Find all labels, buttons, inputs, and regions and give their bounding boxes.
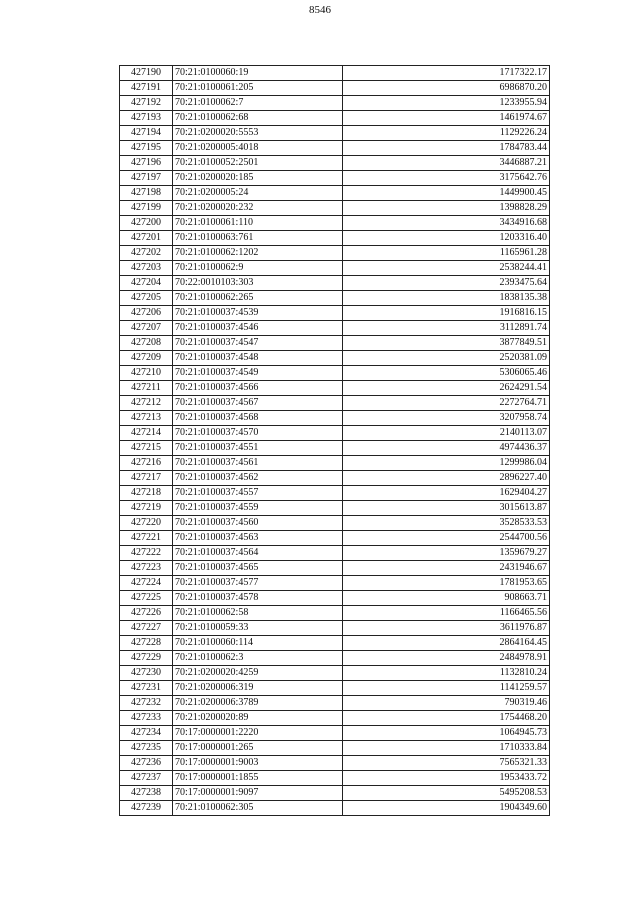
cadastral-number-cell: 70:17:0000001:265 [173, 741, 343, 756]
cadastral-value-cell: 1710333.84 [343, 741, 550, 756]
cadastral-value-cell: 1166465.56 [343, 606, 550, 621]
cadastral-number-cell: 70:21:0100037:4564 [173, 546, 343, 561]
table-row [120, 381, 550, 396]
cadastral-value-cell: 2393475.64 [343, 276, 550, 291]
cadastral-value-cell: 2520381.09 [343, 351, 550, 366]
cadastral-value-cell: 1129226.24 [343, 126, 550, 141]
cadastral-number-cell: 70:21:0100037:4570 [173, 426, 343, 441]
row-number-cell: 427220 [120, 516, 173, 531]
cadastral-value-cell: 908663.71 [343, 591, 550, 606]
cadastral-number-cell: 70:17:0000001:9097 [173, 786, 343, 801]
cadastral-number-cell: 70:21:0100059:33 [173, 621, 343, 636]
row-number-cell: 427224 [120, 576, 173, 591]
row-number-cell: 427232 [120, 696, 173, 711]
table-row [120, 501, 550, 516]
table-row [120, 711, 550, 726]
cadastral-value-cell: 3528533.53 [343, 516, 550, 531]
table-row [120, 546, 550, 561]
table-row [120, 351, 550, 366]
table-row [120, 141, 550, 156]
cadastral-value-cell: 1904349.60 [343, 801, 550, 816]
cadastral-number-cell: 70:21:0100062:7 [173, 96, 343, 111]
table-row [120, 456, 550, 471]
row-number-cell: 427219 [120, 501, 173, 516]
cadastral-value-cell: 3175642.76 [343, 171, 550, 186]
row-number-cell: 427225 [120, 591, 173, 606]
cadastral-value-cell: 1132810.24 [343, 666, 550, 681]
cadastral-number-cell: 70:17:0000001:9003 [173, 756, 343, 771]
cadastral-number-cell: 70:21:0100052:2501 [173, 156, 343, 171]
table-row [120, 126, 550, 141]
row-number-cell: 427193 [120, 111, 173, 126]
row-number-cell: 427205 [120, 291, 173, 306]
row-number-cell: 427201 [120, 231, 173, 246]
table-row [120, 666, 550, 681]
row-number-cell: 427207 [120, 321, 173, 336]
table-row [120, 66, 550, 81]
cadastral-value-cell: 1629404.27 [343, 486, 550, 501]
row-number-cell: 427236 [120, 756, 173, 771]
table-row [120, 291, 550, 306]
cadastral-number-cell: 70:21:0100037:4549 [173, 366, 343, 381]
cadastral-number-cell: 70:21:0200020:185 [173, 171, 343, 186]
row-number-cell: 427211 [120, 381, 173, 396]
row-number-cell: 427202 [120, 246, 173, 261]
row-number-cell: 427210 [120, 366, 173, 381]
row-number-cell: 427235 [120, 741, 173, 756]
cadastral-value-cell: 3611976.87 [343, 621, 550, 636]
cadastral-number-cell: 70:21:0100037:4551 [173, 441, 343, 456]
row-number-cell: 427200 [120, 216, 173, 231]
cadastral-value-cell: 790319.46 [343, 696, 550, 711]
table-row [120, 231, 550, 246]
row-number-cell: 427216 [120, 456, 173, 471]
table-row [120, 471, 550, 486]
table-row [120, 771, 550, 786]
cadastral-value-cell: 2864164.45 [343, 636, 550, 651]
row-number-cell: 427229 [120, 651, 173, 666]
cadastral-number-cell: 70:21:0100037:4562 [173, 471, 343, 486]
cadastral-value-cell: 1141259.57 [343, 681, 550, 696]
cadastral-value-cell: 3434916.68 [343, 216, 550, 231]
row-number-cell: 427204 [120, 276, 173, 291]
cadastral-number-cell: 70:21:0100063:761 [173, 231, 343, 246]
table-row [120, 336, 550, 351]
cadastral-number-cell: 70:21:0100062:68 [173, 111, 343, 126]
table-row [120, 696, 550, 711]
row-number-cell: 427214 [120, 426, 173, 441]
cadastral-number-cell: 70:21:0100062:3 [173, 651, 343, 666]
cadastral-number-cell: 70:21:0100037:4578 [173, 591, 343, 606]
cadastral-number-cell: 70:21:0100037:4559 [173, 501, 343, 516]
cadastral-value-cell: 6986870.20 [343, 81, 550, 96]
cadastral-value-cell: 1233955.94 [343, 96, 550, 111]
row-number-cell: 427208 [120, 336, 173, 351]
row-number-cell: 427227 [120, 621, 173, 636]
row-number-cell: 427212 [120, 396, 173, 411]
cadastral-value-cell: 1781953.65 [343, 576, 550, 591]
row-number-cell: 427195 [120, 141, 173, 156]
table-row [120, 366, 550, 381]
table-row [120, 741, 550, 756]
cadastral-value-cell: 1203316.40 [343, 231, 550, 246]
row-number-cell: 427198 [120, 186, 173, 201]
cadastral-number-cell: 70:21:0100037:4565 [173, 561, 343, 576]
cadastral-number-cell: 70:21:0200020:5553 [173, 126, 343, 141]
cadastral-value-cell: 3446887.21 [343, 156, 550, 171]
cadastral-number-cell: 70:21:0100062:58 [173, 606, 343, 621]
row-number-cell: 427203 [120, 261, 173, 276]
row-number-cell: 427238 [120, 786, 173, 801]
cadastral-number-cell: 70:21:0200006:319 [173, 681, 343, 696]
cadastral-value-cell: 1165961.28 [343, 246, 550, 261]
table-row [120, 81, 550, 96]
table-row [120, 681, 550, 696]
table-row [120, 96, 550, 111]
table-row [120, 306, 550, 321]
cadastral-number-cell: 70:21:0100037:4577 [173, 576, 343, 591]
cadastral-value-cell: 4974436.37 [343, 441, 550, 456]
table-row [120, 726, 550, 741]
row-number-cell: 427213 [120, 411, 173, 426]
table-row [120, 411, 550, 426]
cadastral-number-cell: 70:21:0100060:114 [173, 636, 343, 651]
table-row [120, 186, 550, 201]
row-number-cell: 427218 [120, 486, 173, 501]
row-number-cell: 427209 [120, 351, 173, 366]
page-number: 8546 [309, 4, 331, 16]
cadastral-number-cell: 70:21:0200020:232 [173, 201, 343, 216]
cadastral-value-cell: 1299986.04 [343, 456, 550, 471]
cadastral-number-cell: 70:21:0100062:1202 [173, 246, 343, 261]
row-number-cell: 427237 [120, 771, 173, 786]
row-number-cell: 427234 [120, 726, 173, 741]
table-row [120, 636, 550, 651]
cadastral-number-cell: 70:21:0100037:4548 [173, 351, 343, 366]
table-row [120, 441, 550, 456]
table-row [120, 606, 550, 621]
row-number-cell: 427190 [120, 66, 173, 81]
cadastral-number-cell: 70:21:0200005:24 [173, 186, 343, 201]
table-row [120, 156, 550, 171]
registry-table [119, 65, 550, 816]
cadastral-number-cell: 70:21:0200006:3789 [173, 696, 343, 711]
cadastral-number-cell: 70:21:0100037:4557 [173, 486, 343, 501]
cadastral-number-cell: 70:21:0100062:305 [173, 801, 343, 816]
row-number-cell: 427192 [120, 96, 173, 111]
row-number-cell: 427228 [120, 636, 173, 651]
cadastral-number-cell: 70:21:0200005:4018 [173, 141, 343, 156]
row-number-cell: 427191 [120, 81, 173, 96]
row-number-cell: 427231 [120, 681, 173, 696]
cadastral-value-cell: 1717322.17 [343, 66, 550, 81]
cadastral-value-cell: 2431946.67 [343, 561, 550, 576]
table-row [120, 321, 550, 336]
table-row [120, 396, 550, 411]
cadastral-value-cell: 1359679.27 [343, 546, 550, 561]
cadastral-number-cell: 70:21:0100061:110 [173, 216, 343, 231]
row-number-cell: 427196 [120, 156, 173, 171]
cadastral-value-cell: 2140113.07 [343, 426, 550, 441]
row-number-cell: 427221 [120, 531, 173, 546]
table-row [120, 801, 550, 816]
table-row [120, 756, 550, 771]
row-number-cell: 427199 [120, 201, 173, 216]
cadastral-value-cell: 5495208.53 [343, 786, 550, 801]
cadastral-value-cell: 2624291.54 [343, 381, 550, 396]
row-number-cell: 427194 [120, 126, 173, 141]
row-number-cell: 427239 [120, 801, 173, 816]
table-row [120, 246, 550, 261]
cadastral-value-cell: 1754468.20 [343, 711, 550, 726]
table-row [120, 591, 550, 606]
table-row [120, 516, 550, 531]
cadastral-number-cell: 70:21:0100062:9 [173, 261, 343, 276]
cadastral-value-cell: 2484978.91 [343, 651, 550, 666]
cadastral-number-cell: 70:21:0100037:4560 [173, 516, 343, 531]
cadastral-value-cell: 1449900.45 [343, 186, 550, 201]
cadastral-number-cell: 70:21:0100037:4568 [173, 411, 343, 426]
table-row [120, 201, 550, 216]
row-number-cell: 427233 [120, 711, 173, 726]
registry-table-body [120, 66, 550, 816]
row-number-cell: 427215 [120, 441, 173, 456]
table-row [120, 261, 550, 276]
cadastral-number-cell: 70:21:0100037:4539 [173, 306, 343, 321]
cadastral-value-cell: 1064945.73 [343, 726, 550, 741]
cadastral-number-cell: 70:21:0100061:205 [173, 81, 343, 96]
row-number-cell: 427206 [120, 306, 173, 321]
row-number-cell: 427222 [120, 546, 173, 561]
cadastral-number-cell: 70:21:0100062:265 [173, 291, 343, 306]
cadastral-value-cell: 1838135.38 [343, 291, 550, 306]
row-number-cell: 427223 [120, 561, 173, 576]
cadastral-number-cell: 70:21:0100037:4547 [173, 336, 343, 351]
cadastral-value-cell: 1916816.15 [343, 306, 550, 321]
table-row [120, 531, 550, 546]
cadastral-value-cell: 2896227.40 [343, 471, 550, 486]
table-row [120, 561, 550, 576]
cadastral-number-cell: 70:17:0000001:1855 [173, 771, 343, 786]
table-row [120, 486, 550, 501]
cadastral-number-cell: 70:21:0100037:4563 [173, 531, 343, 546]
table-row [120, 216, 550, 231]
cadastral-value-cell: 1784783.44 [343, 141, 550, 156]
cadastral-value-cell: 3015613.87 [343, 501, 550, 516]
table-row [120, 426, 550, 441]
row-number-cell: 427226 [120, 606, 173, 621]
cadastral-value-cell: 2538244.41 [343, 261, 550, 276]
row-number-cell: 427197 [120, 171, 173, 186]
table-row [120, 621, 550, 636]
table-row [120, 171, 550, 186]
cadastral-value-cell: 3207958.74 [343, 411, 550, 426]
cadastral-number-cell: 70:21:0100037:4567 [173, 396, 343, 411]
cadastral-number-cell: 70:21:0200020:4259 [173, 666, 343, 681]
cadastral-number-cell: 70:21:0100037:4566 [173, 381, 343, 396]
cadastral-value-cell: 1461974.67 [343, 111, 550, 126]
cadastral-value-cell: 3112891.74 [343, 321, 550, 336]
cadastral-value-cell: 7565321.33 [343, 756, 550, 771]
table-row [120, 576, 550, 591]
cadastral-number-cell: 70:21:0100060:19 [173, 66, 343, 81]
table-row [120, 786, 550, 801]
cadastral-number-cell: 70:17:0000001:2220 [173, 726, 343, 741]
cadastral-number-cell: 70:21:0100037:4546 [173, 321, 343, 336]
cadastral-value-cell: 2544700.56 [343, 531, 550, 546]
cadastral-number-cell: 70:21:0100037:4561 [173, 456, 343, 471]
row-number-cell: 427217 [120, 471, 173, 486]
cadastral-value-cell: 1953433.72 [343, 771, 550, 786]
cadastral-number-cell: 70:21:0200020:89 [173, 711, 343, 726]
table-row [120, 111, 550, 126]
cadastral-number-cell: 70:22:0010103:303 [173, 276, 343, 291]
cadastral-value-cell: 5306065.46 [343, 366, 550, 381]
row-number-cell: 427230 [120, 666, 173, 681]
cadastral-value-cell: 1398828.29 [343, 201, 550, 216]
table-row [120, 276, 550, 291]
cadastral-value-cell: 3877849.51 [343, 336, 550, 351]
table-row [120, 651, 550, 666]
cadastral-value-cell: 2272764.71 [343, 396, 550, 411]
